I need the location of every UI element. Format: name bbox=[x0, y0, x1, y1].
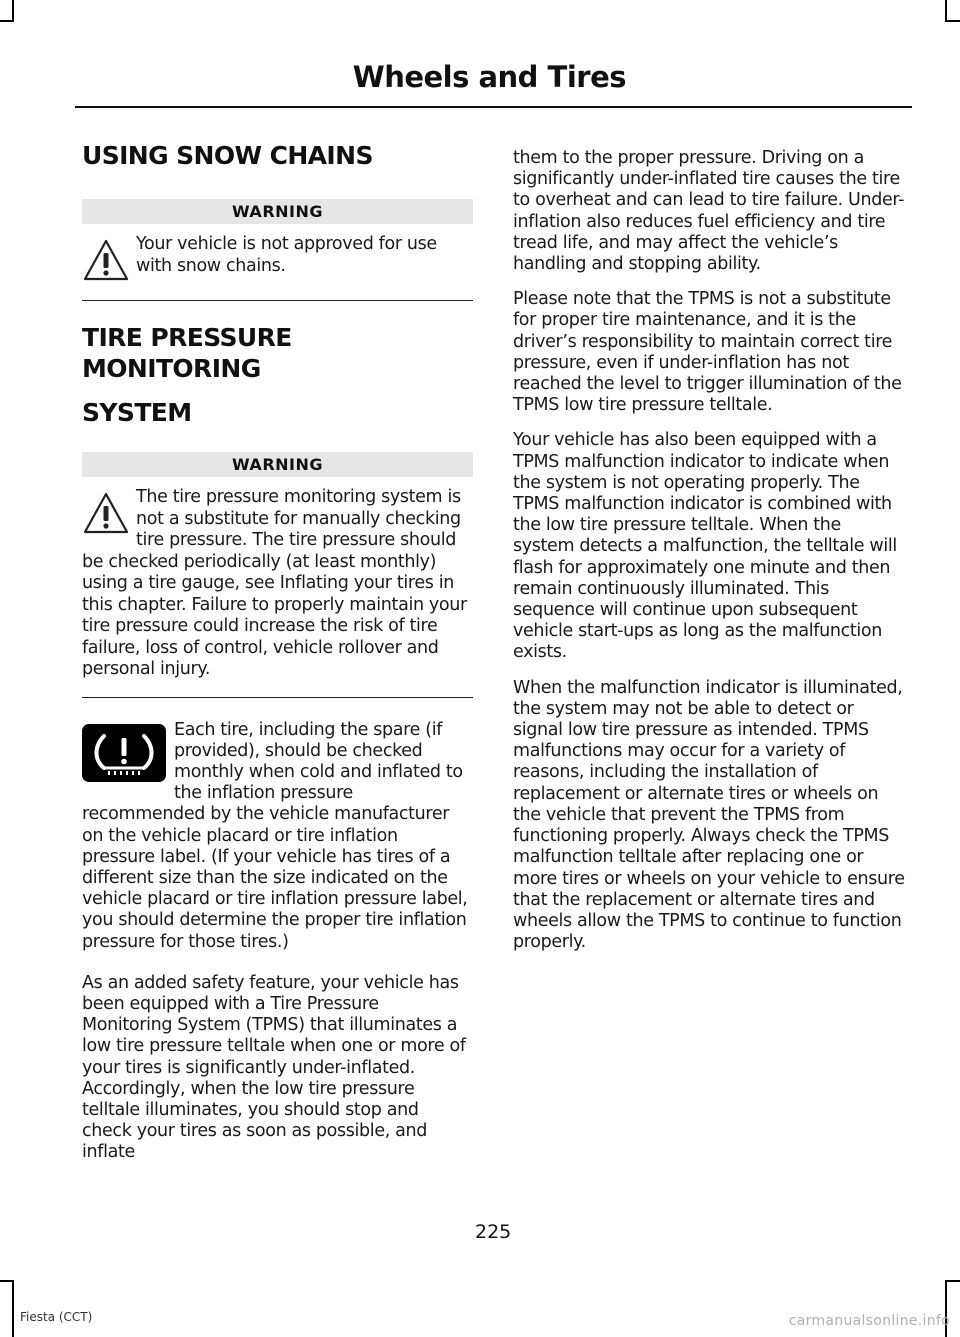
warning-divider bbox=[82, 697, 473, 698]
warning-text: The tire pressure monitoring system is not a substitute for manually checking tire pressure. The tire pressure should be checked periodically (at least monthly) using a tire gauge, see Inflating your tires in this chapter. Failure to properly maintain your tire pressure could increase the risk of tire failure, loss of control, vehicle rollover and personal injury. bbox=[82, 487, 467, 679]
warning-title: WARNING bbox=[82, 199, 473, 224]
paragraph: As an added safety feature, your vehicle has been equipped with a Tire Pressure Monitoring System (TPMS) that illuminates a low tire pressure telltale when one or more of your tires is significantly under-inflated. Accordingly, when the low tire pressure telltale illuminates, you should stop and check your tires as soon as possible, and inflate bbox=[82, 972, 466, 1163]
right-column bbox=[513, 148, 906, 953]
section-heading-tpms bbox=[82, 322, 473, 428]
tpms-telltale-icon bbox=[82, 724, 166, 782]
crop-mark bbox=[945, 0, 947, 22]
watermark: carmanualsonline.info bbox=[788, 1313, 950, 1329]
warning-title: WARNING bbox=[82, 452, 473, 477]
paragraph: them to the proper pressure. Driving on a significantly under-inflated tire causes the tire to overheat and can lead to tire failure. Under-inflation also reduces fuel efficiency and tire tread life, and may affect the vehicle’s handling and stopping ability. bbox=[513, 148, 905, 275]
crop-mark bbox=[12, 0, 14, 22]
warning-triangle-icon bbox=[82, 238, 130, 282]
crop-mark bbox=[945, 1280, 960, 1282]
warning-body bbox=[82, 487, 473, 681]
footer-model: Fiesta (CCT) bbox=[20, 1310, 93, 1324]
section-heading-snow-chains: USING SNOW CHAINS bbox=[82, 141, 373, 170]
paragraph: Please note that the TPMS is not a substitute for proper tire maintenance, and it is the driver’s responsibility to maintain correct tire pressure, even if under-inflation has not reached the level to trigger illumination of the TPMS low tire pressure telltale. bbox=[513, 289, 902, 416]
tpms-info-paragraph bbox=[82, 720, 473, 953]
paragraph: Your vehicle has also been equipped with a TPMS malfunction indicator to indicate when the system is not operating properly. The TPMS malfunction indicator is combined with the low tire pressure telltale. When the system detects a malfunction, the telltale will flash for approximately one minute and then remain continuously illuminated. This sequence will continue upon subsequent vehicle start-ups as long as the malfunction exists. bbox=[513, 430, 897, 663]
warning-box-tpms bbox=[82, 452, 473, 698]
paragraph: When the malfunction indicator is illuminated, the system may not be able to detect or signal low tire pressure as intended. TPMS malfunctions may occur for a variety of reasons, including the installation of replacement or alternate tires or wheels on the vehicle that prevent the TPMS from functioning properly. Always check the TPMS malfunction telltale after replacing one or more tires or wheels on your vehicle to ensure that the replacement or alternate tires and wheels allow the TPMS to continue to function properly. bbox=[513, 677, 905, 953]
paragraph: Each tire, including the spare (if provided), should be checked monthly when cold and inflated to the inflation pressure recommended by the vehicle manufacturer on the vehicle placard or tire inflation pressure label. (If your vehicle has tires of a different size than the size indicated on the vehicle placard or tire inflation pressure label, you should determine the proper tire inflation pressure for those tires.) bbox=[82, 719, 468, 952]
page-title: Wheels and Tires bbox=[352, 60, 626, 94]
crop-mark bbox=[0, 1280, 14, 1282]
crop-mark bbox=[12, 1280, 14, 1337]
heading-line: SYSTEM bbox=[82, 398, 192, 427]
heading-line: TIRE PRESSURE MONITORING bbox=[82, 323, 292, 383]
warning-box-snow-chains bbox=[82, 199, 473, 301]
left-column bbox=[82, 140, 473, 1164]
warning-body bbox=[82, 234, 473, 284]
warning-triangle-icon bbox=[82, 491, 130, 535]
header-divider bbox=[75, 106, 912, 108]
page-number: 225 bbox=[475, 1221, 512, 1243]
warning-divider bbox=[82, 300, 473, 301]
warning-text: Your vehicle is not approved for use with snow chains. bbox=[136, 234, 437, 276]
crop-mark bbox=[0, 20, 14, 22]
crop-mark bbox=[945, 20, 960, 22]
